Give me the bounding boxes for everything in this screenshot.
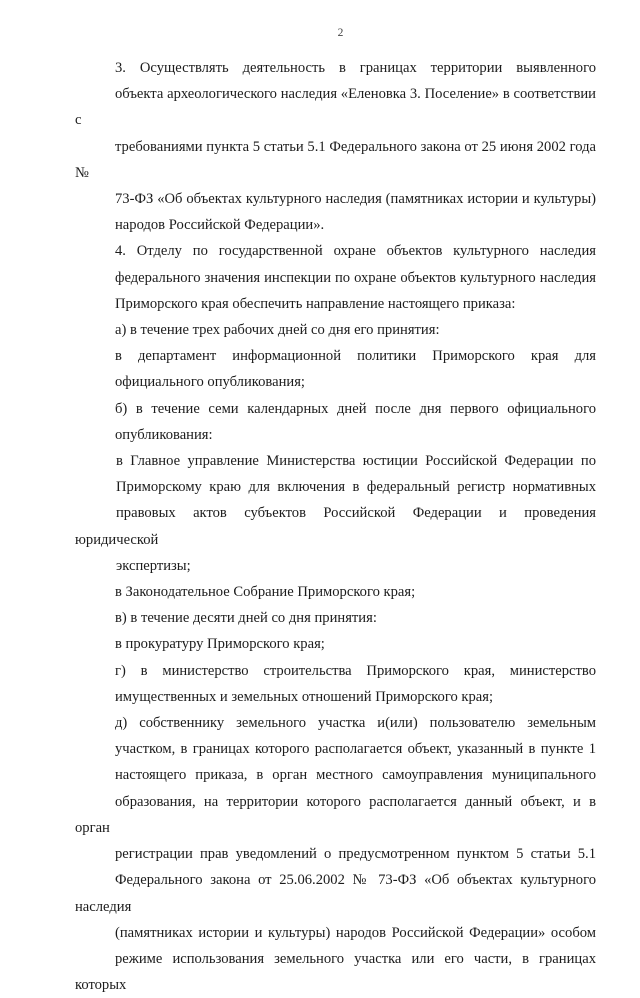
text-line: Федерального закона от 25.06.2002 № 73-ФЗ «Об объектах культурного наследия (75, 872, 596, 915)
text-line: б) в течение семи календарных дней после дня первого официального (115, 400, 596, 417)
recipient-prosecutors-office (75, 631, 596, 657)
paragraph-4-order-distribution (75, 238, 596, 317)
text-line: настоящего приказа, в орган местного самоуправления муниципального (115, 767, 596, 784)
text-line: опубликования: (115, 426, 213, 443)
page-number: 2 (337, 27, 344, 39)
text-line: регистрации прав уведомлений о предусмотренном пунктом 5 статьи 5.1 (115, 846, 596, 863)
text-line: Приморскому краю для включения в федеральный регистр нормативных (116, 479, 596, 496)
text-line: Приморского края обеспечить направление настоящего приказа: (115, 295, 516, 312)
text-line: г) в министерство строительства Приморского края, министерство (115, 662, 596, 679)
text-line: 73-ФЗ «Об объектах культурного наследия (памятниках истории и культуры) (115, 191, 596, 208)
text-line: в Законодательное Собрание Приморского края; (115, 584, 416, 601)
text-line: а) в течение трех рабочих дней со дня его принятия: (115, 322, 440, 339)
recipient-legislative-assembly (75, 579, 596, 605)
text-line: экспертизы; (116, 557, 191, 574)
text-line: объекта археологического наследия «Еленовка 3. Поселение» в соответствии с (75, 86, 596, 129)
text-line: в) в течение десяти дней со дня принятия: (115, 610, 377, 627)
recipient-ministry-of-justice (75, 448, 596, 579)
paragraph-3-activity-boundaries (75, 55, 596, 238)
text-line: официального опубликования; (115, 374, 305, 391)
text-line: имущественных и земельных отношений Приморского края; (115, 688, 494, 705)
text-line: д) собственнику земельного участка и(или) пользователю земельным (115, 715, 596, 732)
text-line: в прокуратуру Приморского края; (115, 636, 325, 653)
text-line: народов Российской Федерации». (115, 217, 325, 234)
item-a-three-days (75, 317, 596, 343)
text-line: (памятниках истории и культуры) народов Российской Федерации» особом (115, 924, 596, 941)
recipient-information-policy-department (75, 343, 596, 395)
text-line: в Главное управление Министерства юстиции Российской Федерации по (116, 453, 596, 470)
text-line: 4. Отделу по государственной охране объектов культурного наследия (115, 243, 596, 260)
item-g-ministries (75, 658, 596, 710)
text-line: 3. Осуществлять деятельность в границах территории выявленного (115, 60, 596, 76)
item-d-land-owner-notification (75, 710, 596, 998)
text-line: участком, в границах которого располагается объект, указанный в пункте 1 (115, 741, 596, 758)
item-v-ten-days (75, 605, 596, 631)
text-line: требованиями пункта 5 статьи 5.1 Федерального закона от 25 июня 2002 года № (75, 138, 596, 181)
text-line: федерального значения инспекции по охране объектов культурного наследия (115, 269, 596, 286)
item-b-seven-days (75, 396, 596, 448)
text-line: режиме использования земельного участка или его части, в границах которых (75, 950, 596, 994)
text-line: образования, на территории которого располагается данный объект, и в орган (75, 793, 596, 836)
text-line: в департамент информационной политики Приморского края для (115, 348, 596, 365)
text-line: правовых актов субъектов Российской Федерации и проведения юридической (75, 505, 596, 548)
